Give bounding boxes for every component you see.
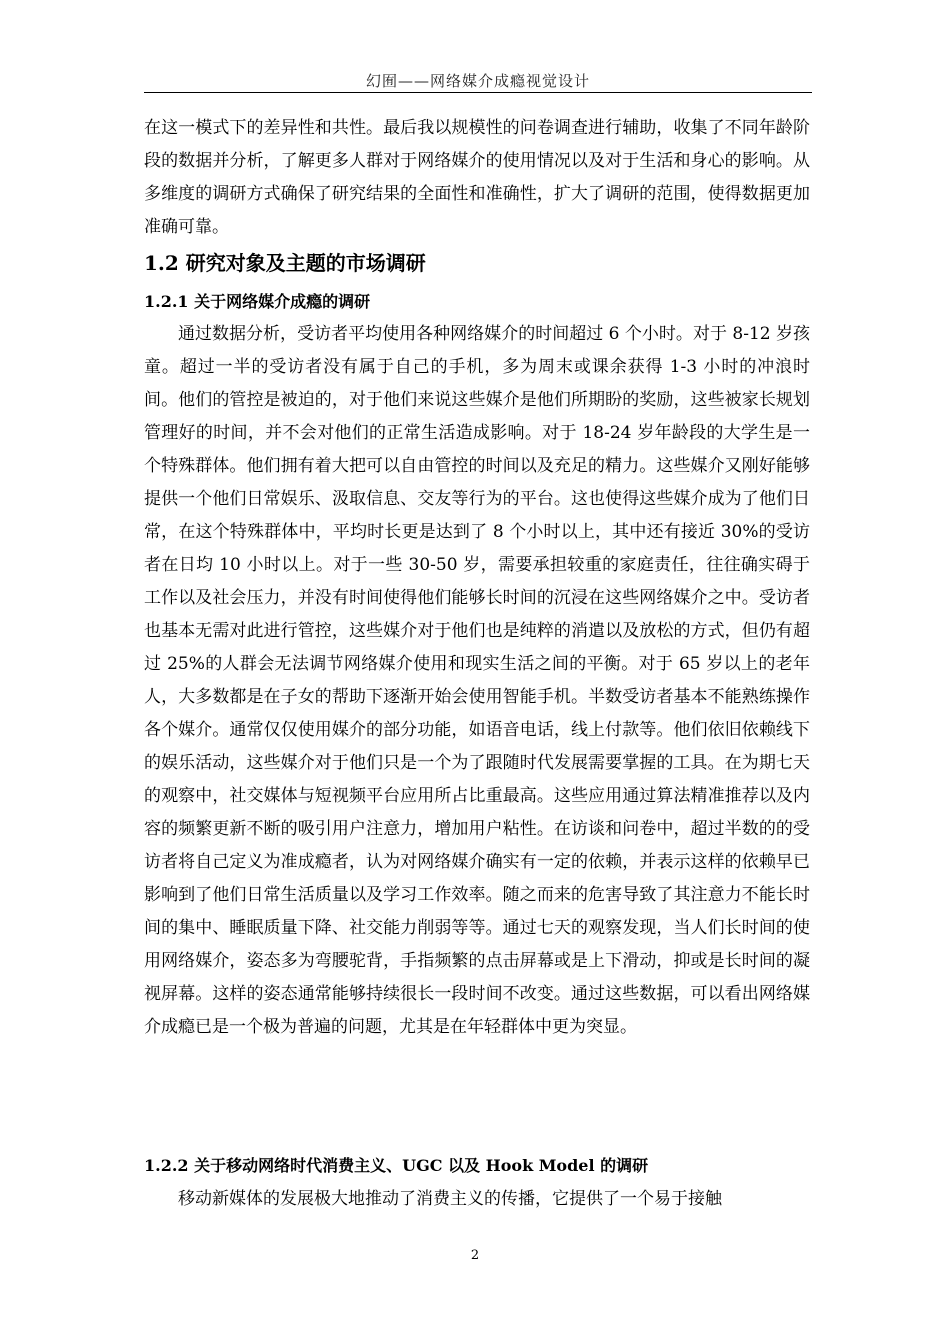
subsection-1-heading: 1.2.1 关于网络媒介成瘾的调研 (144, 292, 371, 311)
subsection-1-paragraph: 通过数据分析，受访者平均使用各种网络媒介的时间超过 6 个小时。对于 8-12 岁孩童。超过一半的受访者没有属于自己的手机，多为周末或课余获得 1-3 小时的冲浪时间。他们的管控是被迫的，对于他们来说这些媒介是他们所期盼的奖励，这些被家长规划管理好的时间，并不会对他们的正常生活造成影响。对于 18-24 岁年龄段的大学生是一个特殊群体。他们拥有着大把可以自由管控的时间以及充足的精力。这些媒介又刚好能够提供一个他们日常娱乐、汲取信息、交友等行为的平台。这也使得这些媒介成为了他们日常，在这个特殊群体中，平均时长更是达到了 8 个小时以上，其中还有接近 30%的受访者在日均 10 小时以上。对于一些 30-50 岁，需要承担较重的家庭责任，往往确实碍于工作以及社会压力，并没有时间使得他们能够长时间的沉浸在这些网络媒介之中。受访者也基本无需对此进行管控，这些媒介对于他们也是纯粹的消遣以及放松的方式，但仍有超过 25%的人群会无法调节网络媒介使用和现实生活之间的平衡。对于 65 岁以上的老年人，大多数都是在子女的帮助下逐渐开始会使用智能手机。半数受访者基本不能熟练操作各个媒介。通常仅仅使用媒介的部分功能，如语音电话，线上付款等。他们依旧依赖线下的娱乐活动，这些媒介对于他们只是一个为了跟随时代发展需要掌握的工具。在为期七天的观察中，社交媒体与短视频平台应用所占比重最高。这些应用通过算法精准推荐以及内容的频繁更新不断的吸引用户注意力，增加用户粘性。在访谈和问卷中，超过半数的的受访者将自己定义为准成瘾者，认为对网络媒介确实有一定的依赖，并表示这样的依赖早已影响到了他们日常生活质量以及学习工作效率。随之而来的危害导致了其注意力不能长时间的集中、睡眠质量下降、社交能力削弱等等。通过七天的观察发现，当人们长时间的使用网络媒介，姿态多为弯腰驼背，手指频繁的点击屏幕或是上下滑动，抑或是长时间的凝视屏幕。这样的姿态通常能够持续很长一段时间不改变。通过这些数据，可以看出网络媒介成瘾已是一个极为普遍的问题，尤其是在年轻群体中更为突显。 (144, 324, 810, 1037)
running-header-title: 幻囿——网络媒介成瘾视觉设计 (365, 72, 590, 90)
intro-paragraph: 在这一模式下的差异性和共性。最后我以规模性的问卷调查进行辅助，收集了不同年龄阶段的数据并分析，了解更多人群对于网络媒介的使用情况以及对于生活和身心的影响。从多维度的调研方式确保了研究结果的全面性和准确性，扩大了调研的范围，使得数据更加准确可靠。 (144, 118, 810, 237)
subsection-2-paragraph: 移动新媒体的发展极大地推动了消费主义的传播，它提供了一个易于接触 (178, 1189, 722, 1209)
header-divider (144, 92, 812, 93)
subsection-2-heading: 1.2.2 关于移动网络时代消费主义、UGC 以及 Hook Model 的调研 (144, 1156, 649, 1175)
page-number: 2 (470, 1248, 480, 1263)
section-heading: 1.2 研究对象及主题的市场调研 (144, 251, 426, 275)
